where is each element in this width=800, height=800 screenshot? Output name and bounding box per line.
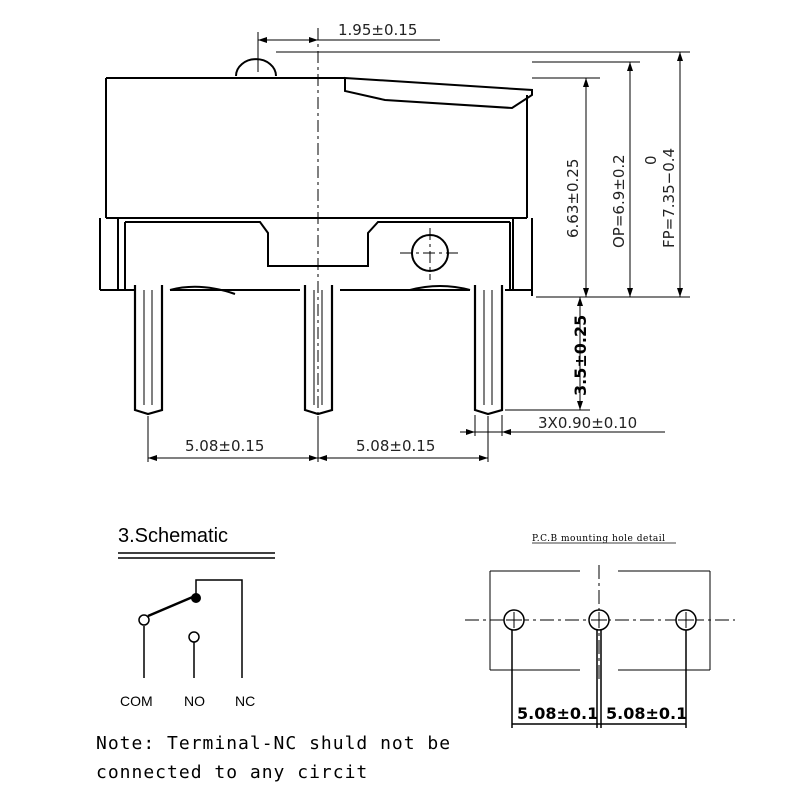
- dim-free-position: FP=7.35−0.4: [660, 147, 678, 248]
- dim-pitch-right: 5.08±0.15: [356, 437, 436, 455]
- dim-pitch-left: 5.08±0.15: [185, 437, 265, 455]
- pcb-pitch-right: 5.08±0.1: [606, 704, 688, 723]
- dim-pin-width: 3X0.90±0.10: [538, 414, 638, 432]
- dim-lever-offset: 1.95±0.15: [338, 21, 418, 39]
- schematic-circuit: [139, 580, 242, 678]
- terminal-nc-label: NC: [235, 693, 256, 709]
- terminal-com-label: COM: [120, 693, 153, 709]
- dim-operating-position: OP=6.9±0.2: [610, 154, 628, 248]
- dim-free-position-sup: 0: [642, 155, 660, 165]
- note-line-2: connected to any circit: [96, 762, 369, 783]
- schematic-title: 3.Schematic: [118, 525, 229, 547]
- dim-pin-length: 3.5±0.25: [571, 314, 590, 396]
- dim-body-height: 6.63±0.25: [564, 158, 582, 238]
- pcb-title: P.C.B mounting hole detail: [532, 534, 666, 544]
- terminal-no-label: NO: [184, 693, 205, 709]
- note-line-1: Note: Terminal-NC shuld not be: [96, 733, 452, 754]
- pcb-pitch-left: 5.08±0.1: [517, 704, 599, 723]
- switch-body: [100, 59, 532, 296]
